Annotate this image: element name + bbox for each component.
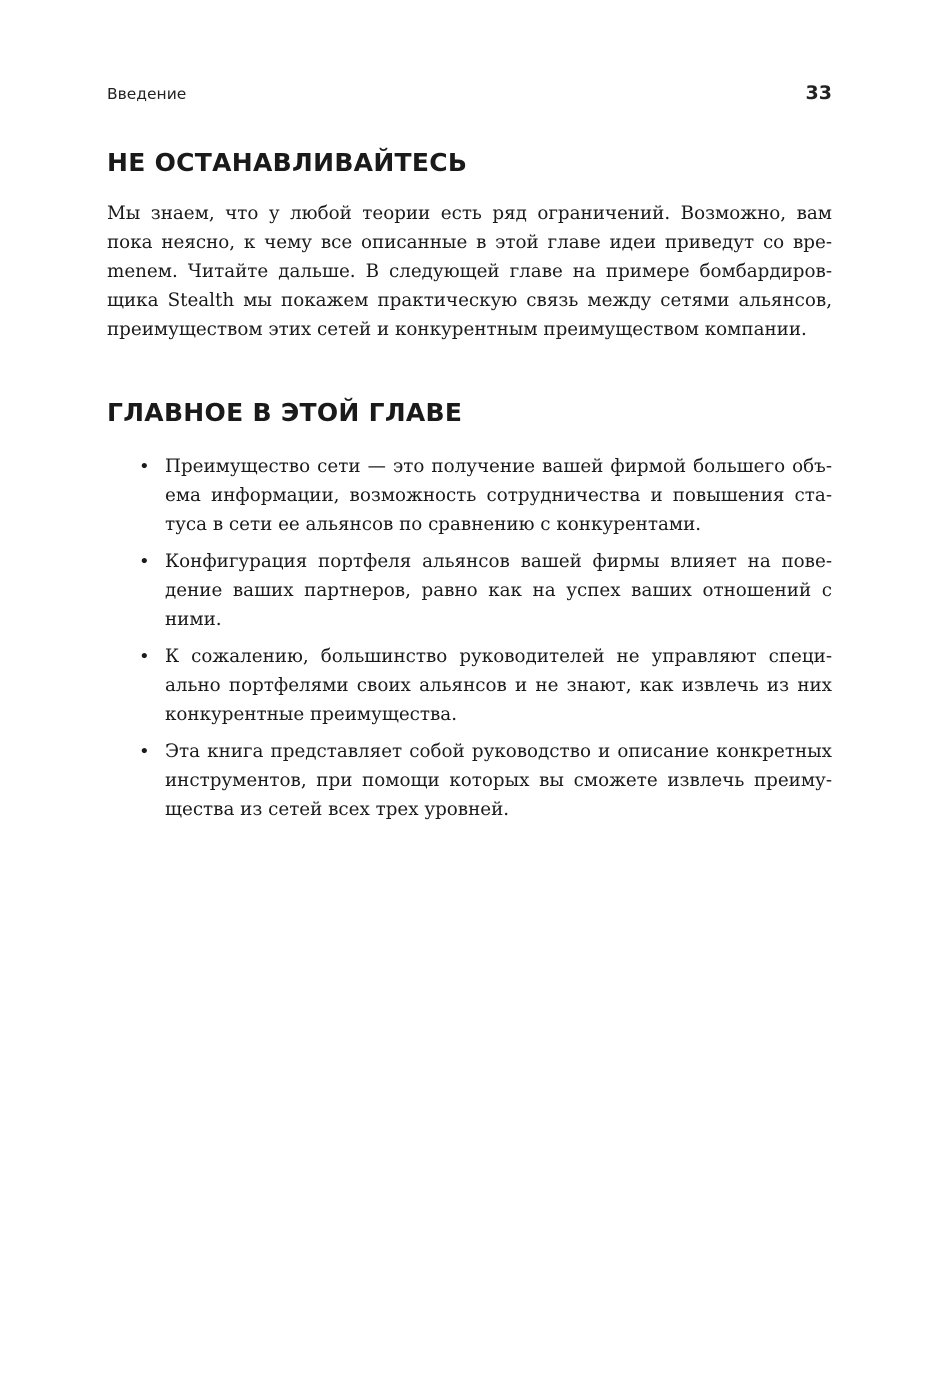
list-item <box>107 642 832 729</box>
bullet-icon: • <box>139 551 150 572</box>
list-item <box>107 737 832 824</box>
section-heading-dont-stop: НЕ ОСТАНАВЛИВАЙТЕСЬ <box>107 148 468 177</box>
list-item-text: Преимущество сети — это получение вашей фирмой большего объема информации, возможность сотрудничества и повышения статуса в сети ее альянсов по сравнению с конкурентами. <box>165 456 832 535</box>
section-heading-chapter-summary: ГЛАВНОЕ В ЭТОЙ ГЛАВЕ <box>107 398 463 427</box>
book-page <box>107 82 832 832</box>
list-item <box>107 452 832 539</box>
list-item-text: Конфигурация портфеля альянсов вашей фирмы влияет на поведение ваших партнеров, равно как на успех ваших отношений с ними. <box>165 551 832 630</box>
bullet-icon: • <box>139 646 150 667</box>
bullet-icon: • <box>139 741 150 762</box>
list-item <box>107 547 832 634</box>
summary-list <box>107 452 832 824</box>
list-item-text: Эта книга представляет собой руководство и описание конкретных инструментов, при помощи которых вы сможете извлечь преимущества из сетей всех трех уровней. <box>165 741 832 820</box>
bullet-icon: • <box>139 456 150 477</box>
page-number: 33 <box>805 82 832 104</box>
section-paragraph: Мы знаем, что у любой теории есть ряд ограничений. Возможно, вам пока неясно, к чему все описанные в этой главе идеи приведут со вреmenем. Читайте дальше. В следующей главе на примере бомбардировщика Stealth мы покажем практическую связь между сетями альянсов, преимуществом этих сетей и конкурентным преимуществом компании. <box>107 203 832 340</box>
running-header <box>107 82 832 112</box>
list-item-text: К сожалению, большинство руководителей не управляют специально портфелями своих альянсов и не знают, как извлечь из них конкурентные преимущества. <box>165 646 832 725</box>
running-title: Введение <box>107 85 187 103</box>
